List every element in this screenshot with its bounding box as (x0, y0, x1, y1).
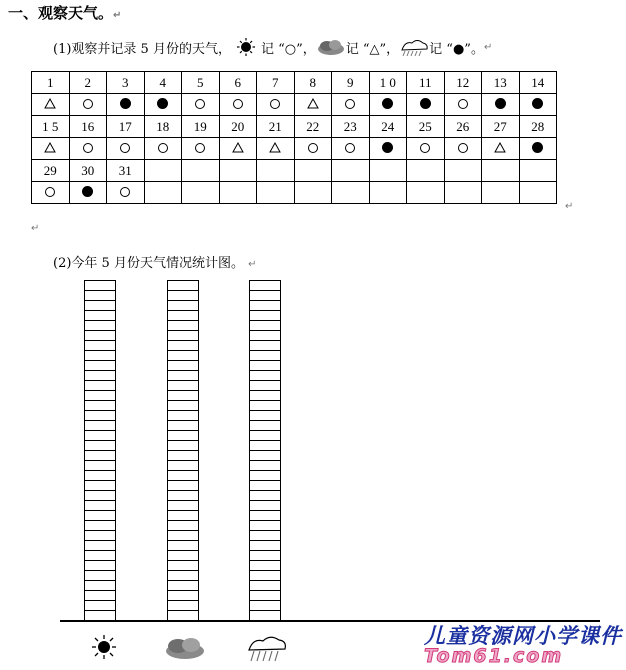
circle-icon (420, 143, 430, 153)
weather-symbol-cell (519, 138, 557, 160)
circle-icon (45, 187, 55, 197)
filled-dot-icon (420, 98, 431, 109)
weather-symbol-cell (294, 138, 332, 160)
day-number-cell (257, 160, 295, 182)
circle-icon (83, 143, 93, 153)
weather-symbol-cell (519, 94, 557, 116)
weather-symbol-cell (69, 94, 107, 116)
day-number-row (32, 160, 557, 182)
watermark-text: 儿童资源网小学课件 (424, 624, 622, 648)
day-number-cell (294, 160, 332, 182)
weather-symbol-cell (144, 94, 182, 116)
weather-symbol-cell (32, 182, 70, 204)
cloud-icon (316, 37, 346, 57)
day-number-cell: 27 (482, 116, 520, 138)
weather-symbol-cell (182, 94, 220, 116)
weather-symbol-cell (482, 94, 520, 116)
triangle-icon (44, 98, 56, 109)
weather-symbol-cell (32, 94, 70, 116)
weather-symbol-cell (407, 138, 445, 160)
day-number-cell (144, 160, 182, 182)
circle-icon (195, 99, 205, 109)
day-number-cell: 25 (407, 116, 445, 138)
weather-symbol-cell (482, 182, 520, 204)
filled-dot-icon (382, 98, 393, 109)
instruction-prefix: (1)观察并记录 5 月份的天气， (53, 41, 231, 57)
day-number-cell (482, 160, 520, 182)
day-number-cell: 18 (144, 116, 182, 138)
day-number-cell: 3 (107, 72, 145, 94)
triangle-icon (232, 142, 244, 153)
filled-dot-icon (532, 142, 543, 153)
rainy-label: 记 “●”。 (429, 41, 484, 57)
day-number-cell (407, 160, 445, 182)
rain-icon (399, 37, 429, 57)
weather-symbol-row (32, 182, 557, 204)
day-number-cell: 2 (69, 72, 107, 94)
day-number-cell: 13 (482, 72, 520, 94)
day-number-cell: 4 (144, 72, 182, 94)
weather-symbol-cell (107, 182, 145, 204)
circle-icon (233, 99, 243, 109)
day-number-cell: 19 (182, 116, 220, 138)
weather-symbol-cell (257, 94, 295, 116)
filled-dot-icon (382, 142, 393, 153)
weather-symbol-cell (369, 138, 407, 160)
weather-symbol-cell (407, 182, 445, 204)
day-number-cell: 17 (107, 116, 145, 138)
weather-symbol-row (32, 138, 557, 160)
weather-symbol-row (32, 94, 557, 116)
day-number-cell: 6 (219, 72, 257, 94)
circle-icon (345, 143, 355, 153)
weather-symbol-cell (519, 182, 557, 204)
day-number-cell (219, 160, 257, 182)
question-2-title: (2)今年 5 月份天气情况统计图。 ↵ (53, 256, 257, 271)
day-number-cell: 16 (69, 116, 107, 138)
weather-symbol-cell (182, 182, 220, 204)
weather-symbol-cell (107, 94, 145, 116)
weather-symbol-cell (107, 138, 145, 160)
day-number-cell: 7 (257, 72, 295, 94)
day-number-cell: 31 (107, 160, 145, 182)
day-number-cell: 11 (407, 72, 445, 94)
day-number-cell: 22 (294, 116, 332, 138)
circle-icon (120, 143, 130, 153)
day-number-row (32, 116, 557, 138)
day-number-cell: 1 0 (369, 72, 407, 94)
day-number-cell: 26 (444, 116, 482, 138)
day-number-cell (369, 160, 407, 182)
weather-symbol-cell (144, 138, 182, 160)
weather-symbol-cell (219, 94, 257, 116)
instruction-line: (1)观察并记录 5 月份的天气， 记 “○”， 记 “△”， 记 “●”。 ↵ (53, 37, 492, 57)
day-number-cell: 21 (257, 116, 295, 138)
weather-symbol-cell (144, 182, 182, 204)
weather-symbol-cell (257, 138, 295, 160)
weather-symbol-cell (444, 138, 482, 160)
circle-icon (458, 143, 468, 153)
filled-dot-icon (120, 98, 131, 109)
day-number-cell (444, 160, 482, 182)
sun-icon (231, 37, 261, 57)
triangle-icon (494, 142, 506, 153)
cloud-icon (163, 635, 207, 661)
day-number-cell: 9 (332, 72, 370, 94)
weather-symbol-cell (407, 94, 445, 116)
day-number-cell (519, 160, 557, 182)
circle-icon (120, 187, 130, 197)
day-number-cell (332, 160, 370, 182)
day-number-cell: 5 (182, 72, 220, 94)
weather-symbol-cell (182, 138, 220, 160)
day-number-cell: 23 (332, 116, 370, 138)
day-number-cell: 24 (369, 116, 407, 138)
day-number-cell: 1 (32, 72, 70, 94)
circle-icon (345, 99, 355, 109)
filled-dot-icon (82, 186, 93, 197)
watermark-logo: Tom61.com (424, 645, 564, 667)
weather-symbol-cell (257, 182, 295, 204)
circle-icon (270, 99, 280, 109)
cloudy-days-column (167, 280, 199, 621)
day-number-cell: 30 (69, 160, 107, 182)
sun-icon (90, 633, 118, 661)
filled-dot-icon (157, 98, 168, 109)
weather-symbol-cell (69, 138, 107, 160)
weather-symbol-cell (32, 138, 70, 160)
triangle-icon (269, 142, 281, 153)
weather-symbol-cell (294, 182, 332, 204)
rainy-days-column (249, 280, 281, 621)
weather-symbol-cell (444, 94, 482, 116)
weather-symbol-cell (444, 182, 482, 204)
weather-symbol-cell (219, 138, 257, 160)
day-number-cell: 14 (519, 72, 557, 94)
triangle-icon (44, 142, 56, 153)
day-number-cell: 29 (32, 160, 70, 182)
day-number-cell: 28 (519, 116, 557, 138)
sunny-label: 记 “○”， (260, 41, 316, 57)
rain-icon (245, 632, 289, 664)
weather-symbol-cell (332, 182, 370, 204)
circle-icon (83, 99, 93, 109)
circle-icon (308, 143, 318, 153)
cloudy-label: 记 “△”， (345, 41, 400, 57)
weather-calendar-table (31, 71, 557, 204)
day-number-cell (182, 160, 220, 182)
filled-dot-icon (532, 98, 543, 109)
weather-symbol-cell (482, 138, 520, 160)
day-number-cell: 1 5 (32, 116, 70, 138)
sunny-days-column (84, 280, 116, 621)
weather-symbol-cell (332, 138, 370, 160)
circle-icon (158, 143, 168, 153)
day-number-cell: 12 (444, 72, 482, 94)
day-number-cell: 20 (219, 116, 257, 138)
weather-symbol-cell (219, 182, 257, 204)
circle-icon (458, 99, 468, 109)
circle-icon (195, 143, 205, 153)
weather-symbol-cell (294, 94, 332, 116)
day-number-row (32, 72, 557, 94)
triangle-icon (307, 98, 319, 109)
day-number-cell: 8 (294, 72, 332, 94)
weather-symbol-cell (69, 182, 107, 204)
weather-symbol-cell (369, 182, 407, 204)
filled-dot-icon (495, 98, 506, 109)
weather-symbol-cell (369, 94, 407, 116)
weather-symbol-cell (332, 94, 370, 116)
section-heading: 一、观察天气。↵ (8, 4, 122, 22)
